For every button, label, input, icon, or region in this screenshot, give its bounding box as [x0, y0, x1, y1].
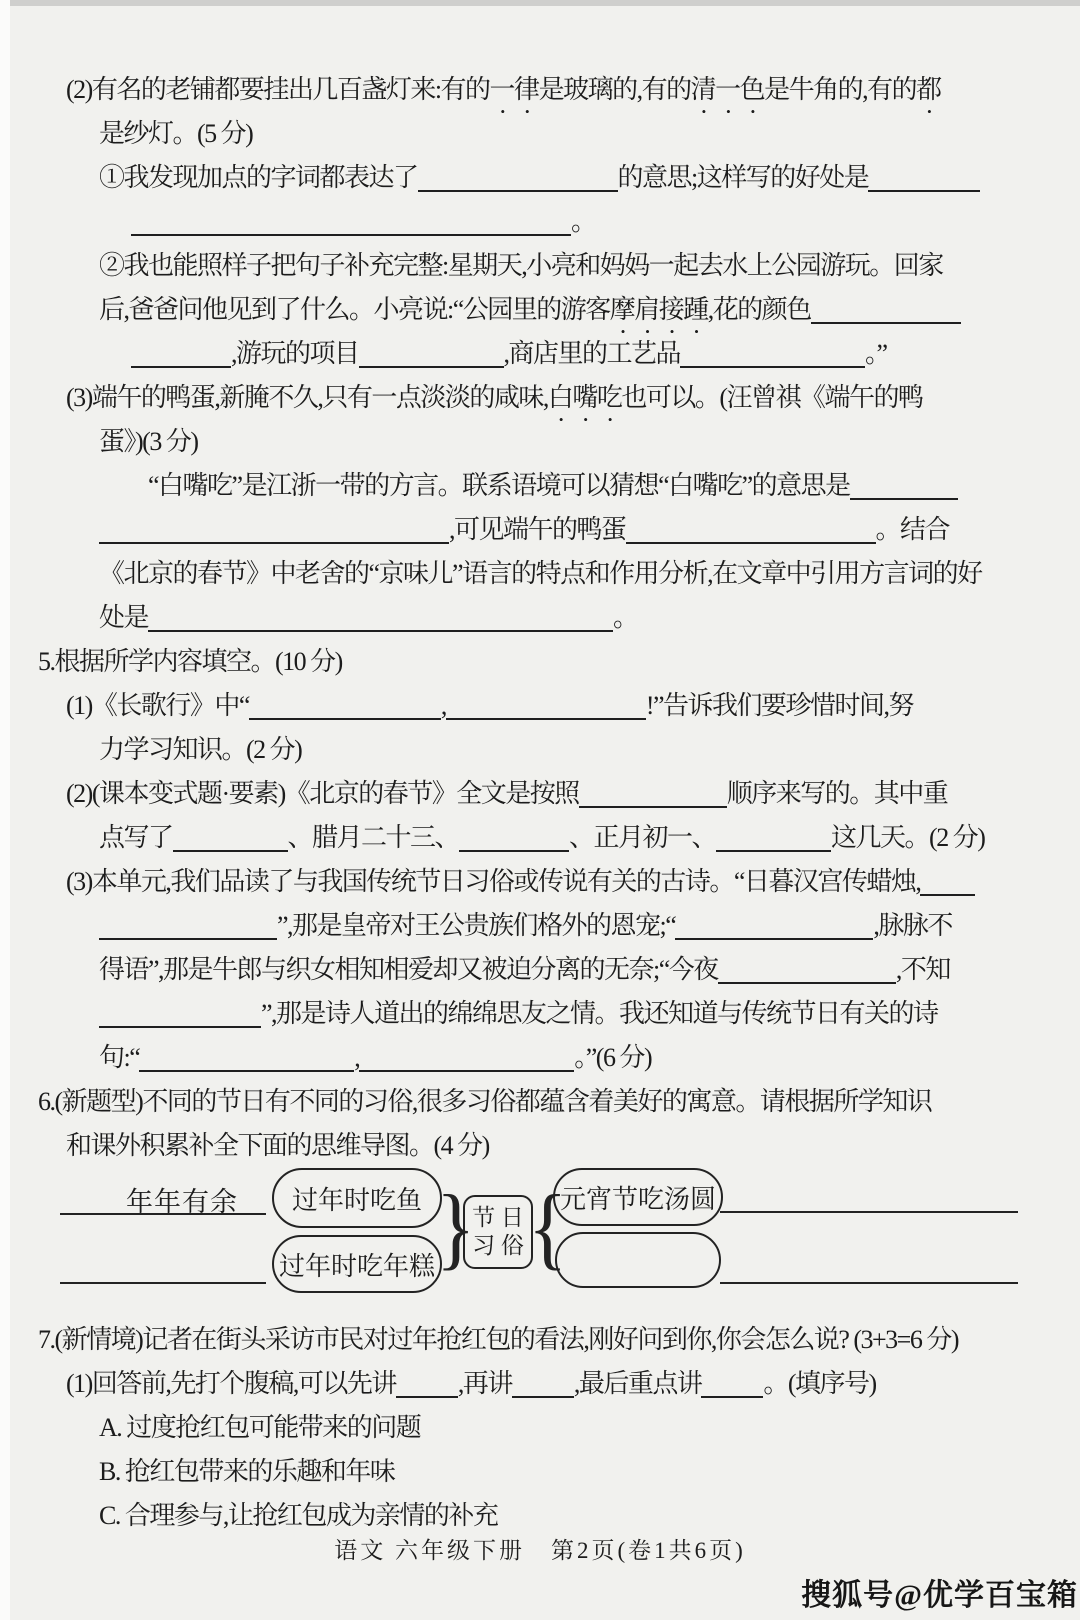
exam-text-line: [0, 420, 1080, 464]
text-segment: ,最后重点讲: [573, 1369, 702, 1398]
exam-text-line: [0, 200, 1080, 244]
text-segment: (1)回答前,先打个腹稿,可以先讲: [66, 1369, 396, 1398]
watermark: 搜狐号@优学百宝箱: [801, 1579, 1078, 1612]
text-segment: ,: [440, 691, 446, 720]
text-segment: 。”(6 分): [574, 1043, 652, 1072]
text-segment: 点写了: [99, 823, 173, 852]
answer-blank: [139, 1050, 354, 1072]
exam-text-line: [0, 596, 1080, 640]
text-segment: 也可以。(汪曾祺《端午的鸭: [621, 383, 923, 412]
text-segment: “白嘴吃”是江浙一带的方言。联系语境可以猜想“白嘴吃”的意思是: [148, 471, 850, 500]
text-segment: C. 合理参与,让抢红包成为亲情的补充: [99, 1501, 498, 1530]
mindmap-center-line2: 习 俗: [472, 1233, 524, 1258]
emphasized-text-segment: 都: [916, 75, 941, 104]
answer-blank: [868, 170, 980, 192]
text-segment: 5.根据所学内容填空。(10 分): [38, 647, 342, 676]
answer-blank: [173, 830, 288, 852]
answer-blank: [359, 1050, 574, 1072]
text-segment: 得语”,那是牛郎与织女相知相爱却又被迫分离的无奈;“今夜: [99, 955, 718, 984]
answer-blank: [396, 1376, 458, 1398]
mindmap-brace-left-icon: {: [528, 1176, 568, 1279]
text-segment: 。: [571, 207, 596, 236]
mindmap-box-ricecake: 过年时吃年糕: [272, 1235, 442, 1293]
text-segment: 。: [613, 603, 638, 632]
text-segment: 的意思;这样写的好处是: [617, 163, 869, 192]
answer-blank: [99, 522, 449, 544]
mindmap-blank-line-left-2: [60, 1282, 266, 1284]
text-segment: ①我发现加点的字词都表达了: [99, 163, 418, 192]
exam-lines-bottom: [0, 1318, 1080, 1538]
text-segment: 蛋》)(3 分): [99, 427, 198, 456]
exam-text-line: [0, 288, 1080, 332]
text-segment: 、腊月二十三、: [287, 823, 460, 852]
text-segment: !”告诉我们要珍惜时间,努: [645, 691, 914, 720]
text-segment: B. 抢红包带来的乐趣和年味: [99, 1457, 395, 1486]
exam-text-line: [0, 464, 1080, 508]
text-segment: ,再讲: [457, 1369, 512, 1398]
emphasized-text-segment: 摩肩接踵: [609, 295, 708, 324]
text-segment: 是纱灯。(5 分): [99, 119, 253, 148]
text-segment: ,花的颜色: [707, 295, 811, 324]
mindmap-center-box: [463, 1195, 533, 1269]
exam-text-line: [0, 684, 1080, 728]
answer-blank: [99, 918, 277, 940]
exam-text-line: [0, 332, 1080, 376]
mindmap-blank-line-right-2: [720, 1282, 1018, 1284]
mindmap-diagram: [0, 1168, 1080, 1318]
text-segment: 6.(新题型)不同的节日有不同的习俗,很多习俗都蕴含着美好的寓意。请根据所学知识: [38, 1087, 932, 1116]
exam-text-line: [0, 948, 1080, 992]
exam-text-line: [0, 1450, 1080, 1494]
text-segment: ,游玩的项目: [231, 339, 359, 368]
text-segment: ,不知: [895, 955, 950, 984]
text-segment: 。”: [865, 339, 887, 368]
answer-blank: [459, 830, 569, 852]
answer-blank: [680, 346, 865, 368]
mindmap-blank-line-left-1: [60, 1213, 266, 1215]
text-segment: ,商店里的工艺品: [503, 339, 681, 368]
text-segment: 7.(新情境)记者在街头采访市民对过年抢红包的看法,刚好问到你,你会怎么说? (3+3=6 分): [38, 1325, 958, 1354]
answer-blank: [718, 962, 896, 984]
text-segment: 《北京的春节》中老舍的“京味儿”语言的特点和作用分析,在文章中引用方言词的好: [99, 559, 982, 588]
exam-text-line: [0, 1362, 1080, 1406]
text-segment: ”,那是诗人道出的绵绵思友之情。我还知道与传统节日有关的诗: [261, 999, 938, 1028]
text-segment: 、正月初一、: [569, 823, 717, 852]
exam-text-line: [0, 904, 1080, 948]
exam-text-line: [0, 1124, 1080, 1168]
exam-text-line: [0, 772, 1080, 816]
text-segment: ”,那是皇帝对王公贵族们格外的恩宠;“: [277, 911, 676, 940]
answer-blank: [359, 346, 504, 368]
text-segment: A. 过度抢红包可能带来的问题: [99, 1413, 421, 1442]
exam-text-line: [0, 640, 1080, 684]
exam-text-line: [0, 244, 1080, 288]
mindmap-answer-yearly-surplus: 年年有余: [126, 1187, 238, 1217]
page-footer: 语文 六年级下册 第2页(卷1共6页): [334, 1538, 746, 1563]
text-segment: ,可见端午的鸭蛋: [449, 515, 626, 544]
mindmap-brace-right-icon: }: [436, 1176, 476, 1279]
text-segment: ②我也能照样子把句子补充完整:星期天,小亮和妈妈一起去水上公园游玩。回家: [99, 251, 943, 280]
text-segment: 句:“: [99, 1043, 140, 1072]
answer-blank: [512, 1376, 574, 1398]
exam-text-line: [0, 1080, 1080, 1124]
mindmap-blank-line-right-1: [720, 1211, 1018, 1213]
exam-text-line: [0, 156, 1080, 200]
answer-blank: [716, 830, 831, 852]
answer-blank: [850, 478, 958, 500]
text-segment: 顺序来写的。其中重: [726, 779, 948, 808]
text-segment: (2)(课本变式题·要素)《北京的春节》全文是按照: [66, 779, 579, 808]
exam-text-line: [0, 112, 1080, 156]
answer-blank: [131, 214, 571, 236]
text-segment: ,: [354, 1043, 360, 1072]
mindmap-center-line1: 节 日: [472, 1205, 524, 1230]
exam-text-line: [0, 816, 1080, 860]
emphasized-text-segment: 一律: [489, 75, 539, 104]
text-segment: 这几天。(2 分): [831, 823, 985, 852]
exam-text-line: [0, 992, 1080, 1036]
text-segment: 后,爸爸问他见到了什么。小亮说:“公园里的游客: [99, 295, 610, 324]
text-segment: 是玻璃的,有的: [538, 75, 691, 104]
text-segment: 。(填序号): [763, 1369, 876, 1398]
exam-text-line: [0, 1406, 1080, 1450]
answer-blank: [99, 1006, 261, 1028]
text-segment: ,脉脉不: [873, 911, 952, 940]
text-segment: (2)有名的老铺都要挂出几百盏灯来:有的: [66, 75, 490, 104]
answer-blank: [418, 170, 618, 192]
answer-blank: [249, 698, 441, 720]
text-segment: 和课外积累补全下面的思维导图。(4 分): [66, 1131, 489, 1160]
text-segment: (3)本单元,我们品读了与我国传统节日习俗或传说有关的古诗。“日暮汉宫传蜡烛,: [66, 867, 921, 896]
text-segment: 。结合: [875, 515, 950, 544]
text-segment: 力学习知识。(2 分): [99, 735, 302, 764]
mindmap-box-empty-answer: [555, 1232, 721, 1288]
exam-text-line: [0, 728, 1080, 772]
exam-text-line: [0, 508, 1080, 552]
exam-text-line: [0, 376, 1080, 420]
answer-blank: [446, 698, 646, 720]
answer-blank: [701, 1376, 763, 1398]
mindmap-box-fish: 过年时吃鱼: [272, 1168, 442, 1228]
mindmap-box-tangyuan: 元宵节吃汤圆: [553, 1168, 723, 1226]
exam-text-line: [0, 860, 1080, 904]
exam-text-line: [0, 1036, 1080, 1080]
exam-text-line: [0, 1318, 1080, 1362]
text-segment: 处是: [99, 603, 149, 632]
answer-blank: [131, 346, 231, 368]
answer-blank: [920, 874, 975, 896]
text-segment: (3)端午的鸭蛋,新腌不久,只有一点淡淡的咸味,: [66, 383, 548, 412]
text-segment: (1)《长歌行》中“: [66, 691, 249, 720]
answer-blank: [148, 610, 613, 632]
answer-blank: [579, 786, 727, 808]
exam-text-line: [0, 68, 1080, 112]
emphasized-text-segment: 白嘴吃: [547, 383, 622, 412]
answer-blank: [811, 302, 961, 324]
exam-text-line: [0, 552, 1080, 596]
answer-blank: [626, 522, 876, 544]
text-segment: 是牛角的,有的: [764, 75, 917, 104]
answer-blank: [675, 918, 873, 940]
emphasized-text-segment: 清一色: [690, 75, 765, 104]
